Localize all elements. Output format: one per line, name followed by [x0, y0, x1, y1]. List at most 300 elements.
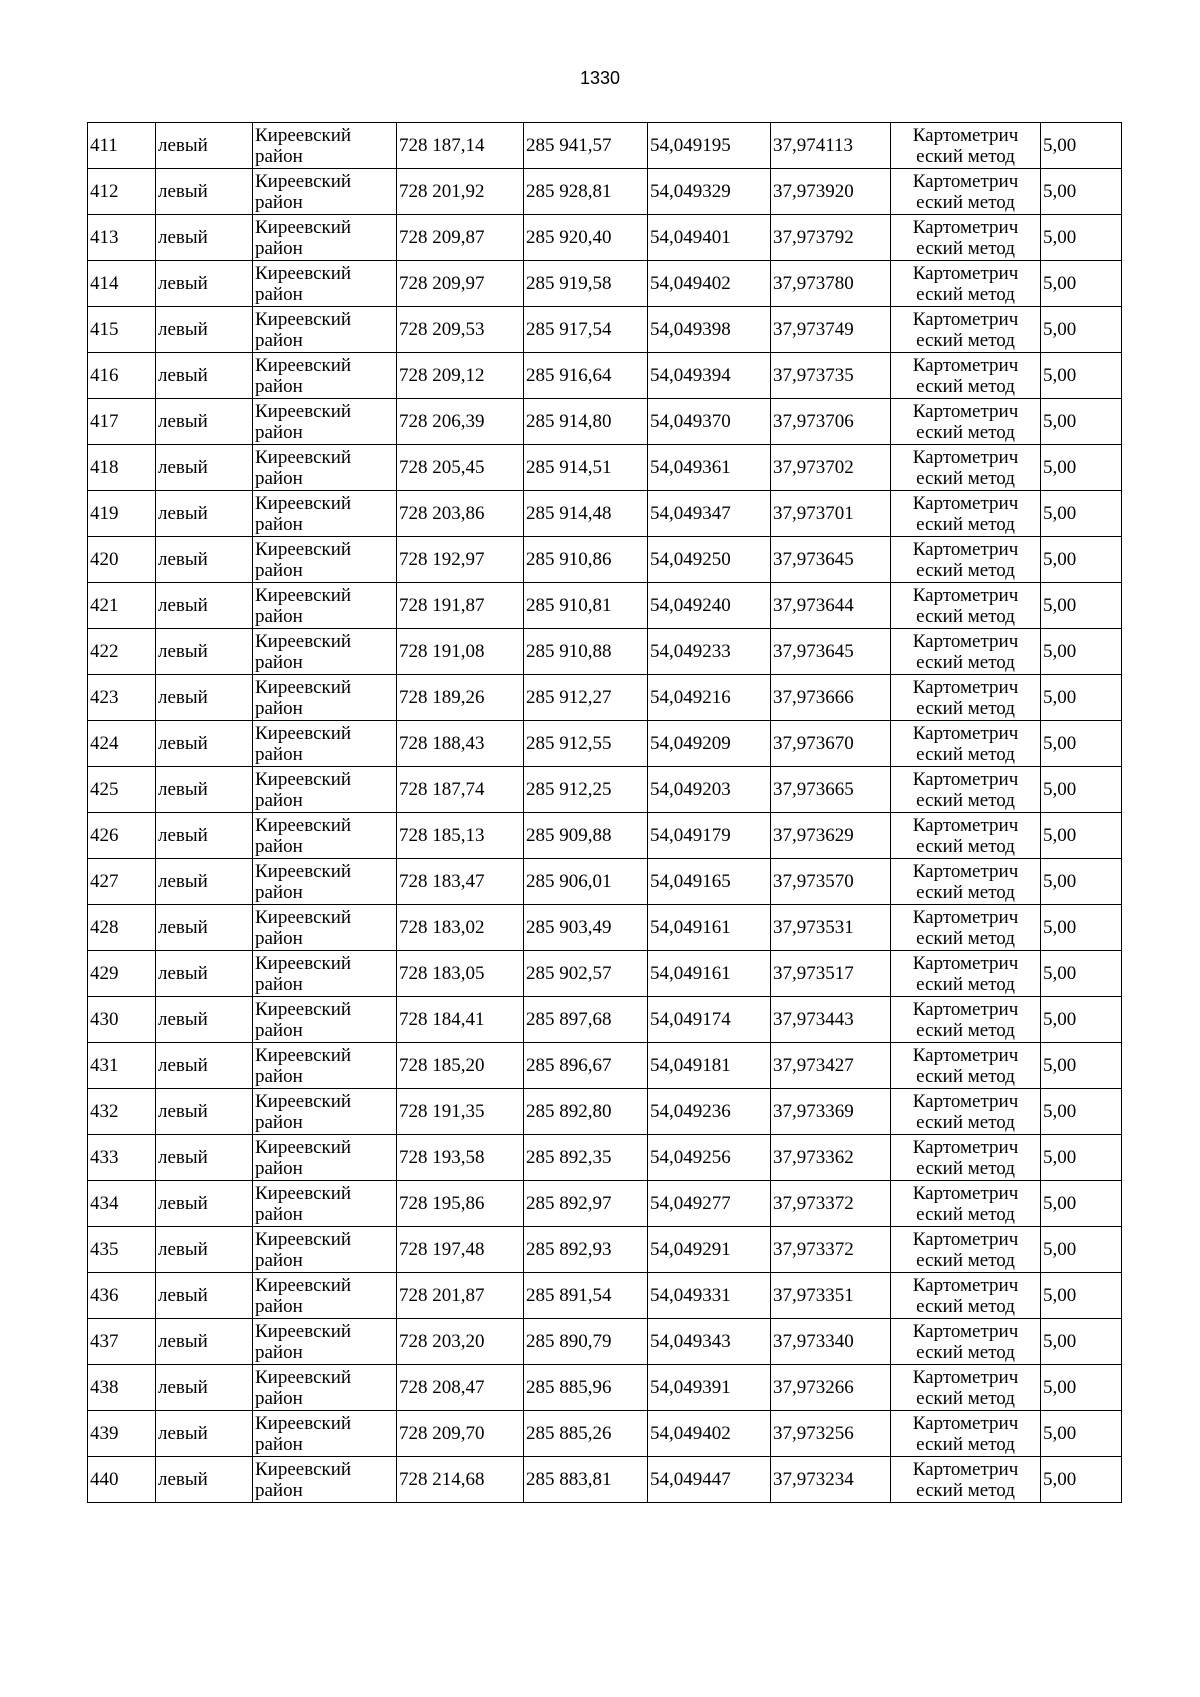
- district-line: Киреевский: [255, 1090, 352, 1112]
- table-row: [88, 307, 1122, 353]
- district-line: район: [255, 421, 303, 443]
- coord-x-cell: 728 201,92: [397, 169, 524, 215]
- district-cell: [253, 997, 397, 1043]
- point-number-cell: 423: [88, 675, 156, 721]
- method-line: еский метод: [916, 559, 1015, 581]
- method-line: еский метод: [916, 467, 1015, 489]
- side-cell: левый: [156, 1365, 253, 1411]
- district-line: район: [255, 1387, 303, 1409]
- latitude-cell: 54,049447: [648, 1457, 771, 1503]
- method-cell: [891, 1273, 1041, 1319]
- coord-y-cell: 285 885,96: [524, 1365, 648, 1411]
- coord-y-cell: 285 890,79: [524, 1319, 648, 1365]
- side-cell: левый: [156, 399, 253, 445]
- district-line: Киреевский: [255, 1182, 352, 1204]
- table-row: [88, 123, 1122, 169]
- district-line: район: [255, 1111, 303, 1133]
- point-number-cell: 418: [88, 445, 156, 491]
- method-cell: [891, 951, 1041, 997]
- method-cell: [891, 353, 1041, 399]
- accuracy-cell: 5,00: [1041, 721, 1122, 767]
- method-cell: [891, 767, 1041, 813]
- point-number-cell: 412: [88, 169, 156, 215]
- district-cell: [253, 721, 397, 767]
- side-cell: левый: [156, 537, 253, 583]
- point-number-cell: 411: [88, 123, 156, 169]
- coord-y-cell: 285 914,51: [524, 445, 648, 491]
- district-line: Киреевский: [255, 630, 352, 652]
- coord-y-cell: 285 892,93: [524, 1227, 648, 1273]
- side-cell: левый: [156, 1135, 253, 1181]
- coord-x-cell: 728 191,08: [397, 629, 524, 675]
- latitude-cell: 54,049291: [648, 1227, 771, 1273]
- coord-y-cell: 285 910,88: [524, 629, 648, 675]
- district-line: Киреевский: [255, 722, 352, 744]
- method-line: Картометрич: [912, 354, 1019, 376]
- method-cell: [891, 859, 1041, 905]
- latitude-cell: 54,049181: [648, 1043, 771, 1089]
- method-line: еский метод: [916, 191, 1015, 213]
- coordinates-table: [87, 122, 1122, 1503]
- method-line: еский метод: [916, 1111, 1015, 1133]
- longitude-cell: 37,973362: [771, 1135, 891, 1181]
- latitude-cell: 54,049370: [648, 399, 771, 445]
- district-line: Киреевский: [255, 906, 352, 928]
- side-cell: левый: [156, 445, 253, 491]
- longitude-cell: 37,973702: [771, 445, 891, 491]
- method-cell: [891, 629, 1041, 675]
- district-cell: [253, 1181, 397, 1227]
- longitude-cell: 37,973517: [771, 951, 891, 997]
- point-number-cell: 414: [88, 261, 156, 307]
- method-line: Картометрич: [912, 722, 1019, 744]
- method-line: Картометрич: [912, 1412, 1019, 1434]
- coord-y-cell: 285 920,40: [524, 215, 648, 261]
- district-line: Киреевский: [255, 1136, 352, 1158]
- method-line: еский метод: [916, 513, 1015, 535]
- point-number-cell: 429: [88, 951, 156, 997]
- method-line: Картометрич: [912, 998, 1019, 1020]
- method-cell: [891, 905, 1041, 951]
- latitude-cell: 54,049394: [648, 353, 771, 399]
- district-cell: [253, 169, 397, 215]
- table-row: [88, 1043, 1122, 1089]
- coord-x-cell: 728 201,87: [397, 1273, 524, 1319]
- coord-y-cell: 285 914,48: [524, 491, 648, 537]
- district-line: Киреевский: [255, 952, 352, 974]
- method-line: еский метод: [916, 145, 1015, 167]
- method-line: еский метод: [916, 1065, 1015, 1087]
- longitude-cell: 37,973372: [771, 1227, 891, 1273]
- method-line: Картометрич: [912, 538, 1019, 560]
- longitude-cell: 37,973369: [771, 1089, 891, 1135]
- coord-x-cell: 728 203,20: [397, 1319, 524, 1365]
- method-cell: [891, 1181, 1041, 1227]
- point-number-cell: 438: [88, 1365, 156, 1411]
- latitude-cell: 54,049329: [648, 169, 771, 215]
- longitude-cell: 37,973645: [771, 629, 891, 675]
- method-line: Картометрич: [912, 584, 1019, 606]
- latitude-cell: 54,049209: [648, 721, 771, 767]
- accuracy-cell: 5,00: [1041, 261, 1122, 307]
- method-cell: [891, 307, 1041, 353]
- longitude-cell: 37,973266: [771, 1365, 891, 1411]
- coord-x-cell: 728 185,20: [397, 1043, 524, 1089]
- method-line: Картометрич: [912, 630, 1019, 652]
- table-row: [88, 261, 1122, 307]
- table-row: [88, 721, 1122, 767]
- coord-x-cell: 728 209,53: [397, 307, 524, 353]
- latitude-cell: 54,049402: [648, 1411, 771, 1457]
- side-cell: левый: [156, 767, 253, 813]
- method-line: еский метод: [916, 329, 1015, 351]
- coord-y-cell: 285 892,97: [524, 1181, 648, 1227]
- district-line: район: [255, 835, 303, 857]
- method-line: Картометрич: [912, 1182, 1019, 1204]
- district-line: район: [255, 191, 303, 213]
- table-row: [88, 583, 1122, 629]
- method-line: Картометрич: [912, 676, 1019, 698]
- method-line: еский метод: [916, 1203, 1015, 1225]
- method-line: Картометрич: [912, 1274, 1019, 1296]
- method-cell: [891, 399, 1041, 445]
- coord-y-cell: 285 903,49: [524, 905, 648, 951]
- point-number-cell: 420: [88, 537, 156, 583]
- coord-x-cell: 728 195,86: [397, 1181, 524, 1227]
- coord-y-cell: 285 910,86: [524, 537, 648, 583]
- district-cell: [253, 859, 397, 905]
- table-row: [88, 813, 1122, 859]
- coord-x-cell: 728 189,26: [397, 675, 524, 721]
- latitude-cell: 54,049361: [648, 445, 771, 491]
- method-line: еский метод: [916, 1433, 1015, 1455]
- coord-y-cell: 285 885,26: [524, 1411, 648, 1457]
- side-cell: левый: [156, 629, 253, 675]
- accuracy-cell: 5,00: [1041, 491, 1122, 537]
- side-cell: левый: [156, 215, 253, 261]
- district-line: район: [255, 1433, 303, 1455]
- district-line: Киреевский: [255, 814, 352, 836]
- coord-y-cell: 285 897,68: [524, 997, 648, 1043]
- coord-y-cell: 285 906,01: [524, 859, 648, 905]
- method-cell: [891, 1457, 1041, 1503]
- method-cell: [891, 1365, 1041, 1411]
- district-line: район: [255, 329, 303, 351]
- coord-y-cell: 285 916,64: [524, 353, 648, 399]
- accuracy-cell: 5,00: [1041, 215, 1122, 261]
- method-line: Картометрич: [912, 768, 1019, 790]
- longitude-cell: 37,973749: [771, 307, 891, 353]
- method-cell: [891, 721, 1041, 767]
- longitude-cell: 37,973665: [771, 767, 891, 813]
- district-cell: [253, 399, 397, 445]
- coord-y-cell: 285 891,54: [524, 1273, 648, 1319]
- latitude-cell: 54,049174: [648, 997, 771, 1043]
- table-row: [88, 169, 1122, 215]
- district-cell: [253, 767, 397, 813]
- coord-x-cell: 728 184,41: [397, 997, 524, 1043]
- method-line: еский метод: [916, 1019, 1015, 1041]
- table-row: [88, 675, 1122, 721]
- district-cell: [253, 1411, 397, 1457]
- method-line: Картометрич: [912, 400, 1019, 422]
- district-cell: [253, 1365, 397, 1411]
- district-line: Киреевский: [255, 492, 352, 514]
- accuracy-cell: 5,00: [1041, 1319, 1122, 1365]
- method-cell: [891, 1319, 1041, 1365]
- longitude-cell: 37,973531: [771, 905, 891, 951]
- accuracy-cell: 5,00: [1041, 399, 1122, 445]
- method-line: еский метод: [916, 421, 1015, 443]
- latitude-cell: 54,049195: [648, 123, 771, 169]
- point-number-cell: 436: [88, 1273, 156, 1319]
- district-cell: [253, 1457, 397, 1503]
- coord-y-cell: 285 883,81: [524, 1457, 648, 1503]
- district-line: Киреевский: [255, 1458, 352, 1480]
- district-cell: [253, 905, 397, 951]
- method-cell: [891, 169, 1041, 215]
- district-line: район: [255, 145, 303, 167]
- district-line: район: [255, 1065, 303, 1087]
- district-cell: [253, 123, 397, 169]
- district-line: Киреевский: [255, 538, 352, 560]
- side-cell: левый: [156, 675, 253, 721]
- coord-x-cell: 728 187,14: [397, 123, 524, 169]
- coord-x-cell: 728 193,58: [397, 1135, 524, 1181]
- district-line: район: [255, 743, 303, 765]
- method-line: Картометрич: [912, 814, 1019, 836]
- accuracy-cell: 5,00: [1041, 353, 1122, 399]
- table-row: [88, 1089, 1122, 1135]
- coord-x-cell: 728 188,43: [397, 721, 524, 767]
- table-row: [88, 1411, 1122, 1457]
- method-line: еский метод: [916, 1341, 1015, 1363]
- method-line: Картометрич: [912, 906, 1019, 928]
- district-cell: [253, 261, 397, 307]
- accuracy-cell: 5,00: [1041, 1089, 1122, 1135]
- coord-x-cell: 728 185,13: [397, 813, 524, 859]
- method-line: еский метод: [916, 743, 1015, 765]
- method-line: еский метод: [916, 1295, 1015, 1317]
- longitude-cell: 37,973443: [771, 997, 891, 1043]
- district-cell: [253, 1089, 397, 1135]
- side-cell: левый: [156, 1181, 253, 1227]
- method-line: Картометрич: [912, 860, 1019, 882]
- latitude-cell: 54,049401: [648, 215, 771, 261]
- district-line: район: [255, 1295, 303, 1317]
- district-cell: [253, 629, 397, 675]
- method-cell: [891, 675, 1041, 721]
- district-line: район: [255, 513, 303, 535]
- table-row: [88, 399, 1122, 445]
- longitude-cell: 37,973427: [771, 1043, 891, 1089]
- accuracy-cell: 5,00: [1041, 813, 1122, 859]
- method-line: Картометрич: [912, 1228, 1019, 1250]
- point-number-cell: 437: [88, 1319, 156, 1365]
- side-cell: левый: [156, 951, 253, 997]
- table-row: [88, 997, 1122, 1043]
- latitude-cell: 54,049236: [648, 1089, 771, 1135]
- accuracy-cell: 5,00: [1041, 307, 1122, 353]
- point-number-cell: 439: [88, 1411, 156, 1457]
- district-cell: [253, 813, 397, 859]
- side-cell: левый: [156, 997, 253, 1043]
- district-line: район: [255, 651, 303, 673]
- district-line: район: [255, 881, 303, 903]
- point-number-cell: 413: [88, 215, 156, 261]
- method-line: Картометрич: [912, 124, 1019, 146]
- point-number-cell: 419: [88, 491, 156, 537]
- accuracy-cell: 5,00: [1041, 1181, 1122, 1227]
- method-line: еский метод: [916, 835, 1015, 857]
- point-number-cell: 431: [88, 1043, 156, 1089]
- method-cell: [891, 1227, 1041, 1273]
- method-line: Картометрич: [912, 1044, 1019, 1066]
- latitude-cell: 54,049179: [648, 813, 771, 859]
- district-line: район: [255, 375, 303, 397]
- method-cell: [891, 1411, 1041, 1457]
- district-line: Киреевский: [255, 676, 352, 698]
- accuracy-cell: 5,00: [1041, 1227, 1122, 1273]
- method-cell: [891, 1043, 1041, 1089]
- side-cell: левый: [156, 1319, 253, 1365]
- district-line: район: [255, 789, 303, 811]
- method-cell: [891, 261, 1041, 307]
- method-cell: [891, 1089, 1041, 1135]
- accuracy-cell: 5,00: [1041, 1135, 1122, 1181]
- table-row: [88, 951, 1122, 997]
- accuracy-cell: 5,00: [1041, 1273, 1122, 1319]
- accuracy-cell: 5,00: [1041, 675, 1122, 721]
- coord-x-cell: 728 183,47: [397, 859, 524, 905]
- point-number-cell: 435: [88, 1227, 156, 1273]
- longitude-cell: 37,973670: [771, 721, 891, 767]
- table-row: [88, 859, 1122, 905]
- method-cell: [891, 491, 1041, 537]
- accuracy-cell: 5,00: [1041, 629, 1122, 675]
- accuracy-cell: 5,00: [1041, 951, 1122, 997]
- method-line: еский метод: [916, 605, 1015, 627]
- district-cell: [253, 1043, 397, 1089]
- latitude-cell: 54,049216: [648, 675, 771, 721]
- accuracy-cell: 5,00: [1041, 767, 1122, 813]
- coord-y-cell: 285 896,67: [524, 1043, 648, 1089]
- table-row: [88, 629, 1122, 675]
- method-line: Картометрич: [912, 262, 1019, 284]
- page-number: 1330: [579, 68, 621, 88]
- method-line: Картометрич: [912, 446, 1019, 468]
- coord-y-cell: 285 909,88: [524, 813, 648, 859]
- method-line: Картометрич: [912, 952, 1019, 974]
- method-line: еский метод: [916, 697, 1015, 719]
- table-row: [88, 353, 1122, 399]
- point-number-cell: 424: [88, 721, 156, 767]
- method-line: еский метод: [916, 237, 1015, 259]
- coord-x-cell: 728 209,87: [397, 215, 524, 261]
- method-cell: [891, 997, 1041, 1043]
- side-cell: левый: [156, 1089, 253, 1135]
- district-line: Киреевский: [255, 446, 352, 468]
- point-number-cell: 432: [88, 1089, 156, 1135]
- district-line: Киреевский: [255, 998, 352, 1020]
- district-cell: [253, 491, 397, 537]
- side-cell: левый: [156, 813, 253, 859]
- accuracy-cell: 5,00: [1041, 905, 1122, 951]
- district-line: район: [255, 1249, 303, 1271]
- accuracy-cell: 5,00: [1041, 859, 1122, 905]
- table-body: [88, 123, 1122, 1503]
- side-cell: левый: [156, 1411, 253, 1457]
- side-cell: левый: [156, 721, 253, 767]
- coord-y-cell: 285 910,81: [524, 583, 648, 629]
- side-cell: левый: [156, 1043, 253, 1089]
- longitude-cell: 37,973701: [771, 491, 891, 537]
- coord-x-cell: 728 183,02: [397, 905, 524, 951]
- method-line: еский метод: [916, 283, 1015, 305]
- district-line: Киреевский: [255, 1320, 352, 1342]
- table-row: [88, 1365, 1122, 1411]
- method-line: еский метод: [916, 1387, 1015, 1409]
- method-line: Картометрич: [912, 1090, 1019, 1112]
- method-cell: [891, 215, 1041, 261]
- district-line: район: [255, 1203, 303, 1225]
- coord-y-cell: 285 941,57: [524, 123, 648, 169]
- latitude-cell: 54,049343: [648, 1319, 771, 1365]
- latitude-cell: 54,049165: [648, 859, 771, 905]
- district-cell: [253, 1227, 397, 1273]
- point-number-cell: 425: [88, 767, 156, 813]
- accuracy-cell: 5,00: [1041, 537, 1122, 583]
- method-line: Картометрич: [912, 1320, 1019, 1342]
- point-number-cell: 427: [88, 859, 156, 905]
- district-cell: [253, 951, 397, 997]
- table-row: [88, 445, 1122, 491]
- side-cell: левый: [156, 307, 253, 353]
- method-cell: [891, 1135, 1041, 1181]
- longitude-cell: 37,973735: [771, 353, 891, 399]
- side-cell: левый: [156, 1227, 253, 1273]
- district-cell: [253, 1319, 397, 1365]
- coord-x-cell: 728 191,87: [397, 583, 524, 629]
- method-line: Картометрич: [912, 308, 1019, 330]
- point-number-cell: 422: [88, 629, 156, 675]
- point-number-cell: 433: [88, 1135, 156, 1181]
- point-number-cell: 440: [88, 1457, 156, 1503]
- accuracy-cell: 5,00: [1041, 169, 1122, 215]
- method-cell: [891, 537, 1041, 583]
- side-cell: левый: [156, 905, 253, 951]
- longitude-cell: 37,973792: [771, 215, 891, 261]
- coord-y-cell: 285 914,80: [524, 399, 648, 445]
- method-line: Картометрич: [912, 492, 1019, 514]
- district-line: район: [255, 559, 303, 581]
- coord-y-cell: 285 892,80: [524, 1089, 648, 1135]
- latitude-cell: 54,049256: [648, 1135, 771, 1181]
- coord-x-cell: 728 192,97: [397, 537, 524, 583]
- district-line: Киреевский: [255, 860, 352, 882]
- coord-x-cell: 728 187,74: [397, 767, 524, 813]
- district-line: район: [255, 605, 303, 627]
- table-row: [88, 767, 1122, 813]
- longitude-cell: 37,973645: [771, 537, 891, 583]
- longitude-cell: 37,973351: [771, 1273, 891, 1319]
- method-line: Картометрич: [912, 1366, 1019, 1388]
- district-line: район: [255, 283, 303, 305]
- coord-x-cell: 728 209,70: [397, 1411, 524, 1457]
- accuracy-cell: 5,00: [1041, 583, 1122, 629]
- method-cell: [891, 583, 1041, 629]
- side-cell: левый: [156, 583, 253, 629]
